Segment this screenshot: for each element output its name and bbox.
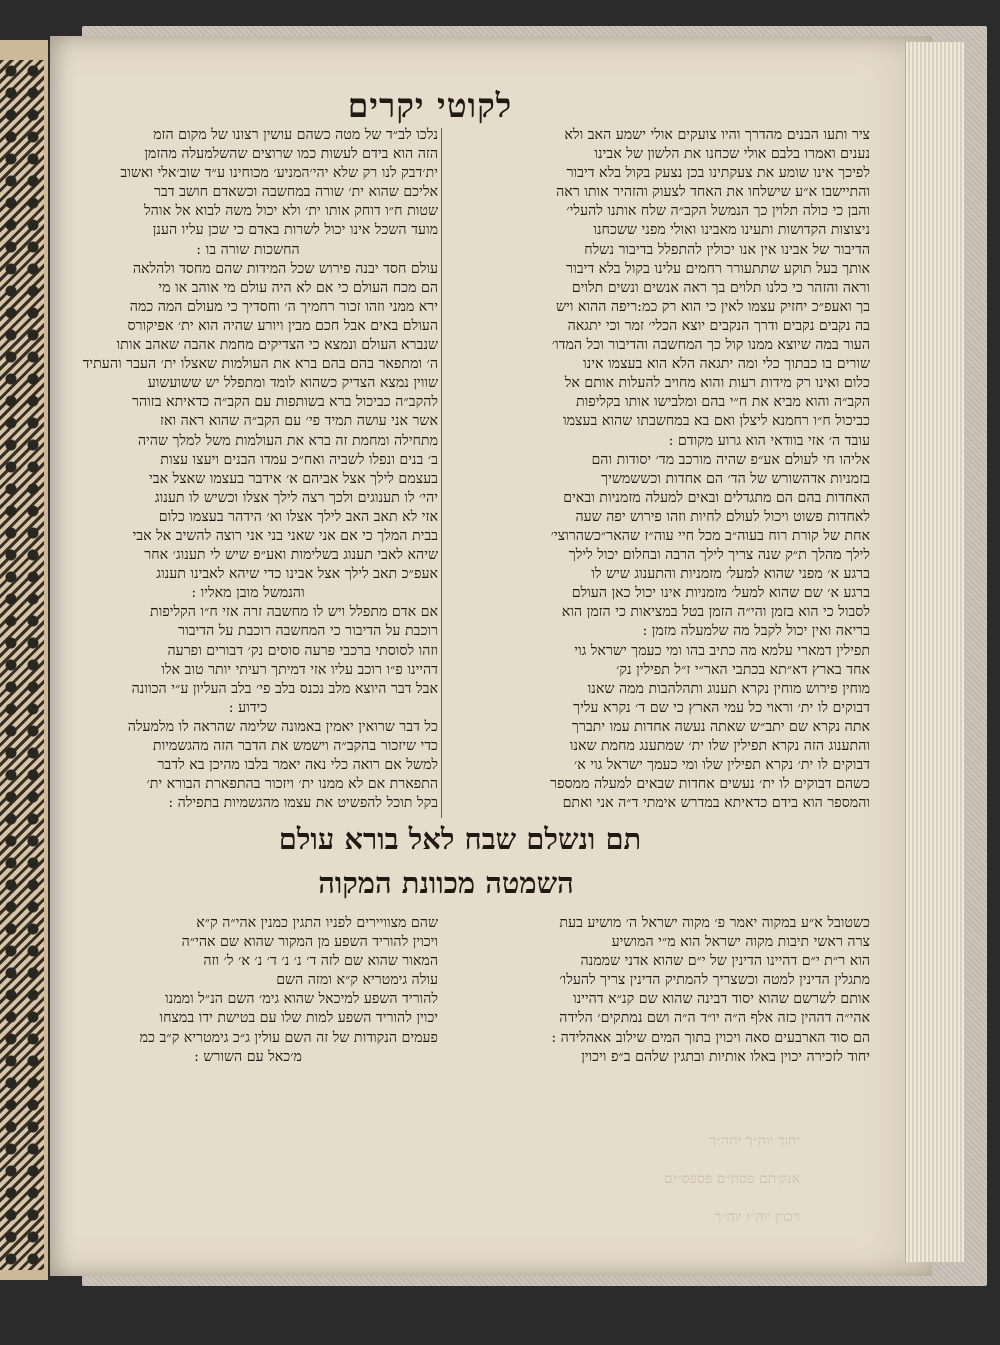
text-line: אותם לשרשם שהוא יסוד דבינה שהוא שם קנ״א דהיינו [572, 991, 870, 1008]
text-line: עולם חסד יבנה פירוש שכל המידות שהם מחסד ולהלאה [132, 260, 438, 277]
right-column-bottom-lines [446, 914, 870, 1067]
left-column-top-lines [58, 126, 438, 813]
text-line: המאור שהוא שם לזה ד׳ נ׳ נ׳ ד׳ נ׳ א׳ ל׳ וזה [203, 953, 438, 970]
text-line: דבוקים לו ית׳ וראוי כל עמי הארץ כי שם ד׳ נקרא עליך [573, 699, 870, 716]
text-line: פעמים הנקודות של זה השם עולין ג״כ גימטריא ק״ב כמ [139, 1029, 438, 1046]
text-line: העולם באים אבל חכם מבין ויורע שהיה הוא ית׳ אפיקורס [127, 317, 438, 334]
text-line: אליכם שהוא ית׳ שורה במחשבה וכשאדם חושב דבר [153, 184, 438, 201]
text-line: אליהו חי לעולם אע״פ שהיה מורכב מד׳ יסודות והם [591, 451, 870, 468]
right-column-top-lines [446, 126, 870, 813]
text-line: הקב״ה והוא מביא את ח״י בהם ומלבישו אותו בקליפות [576, 394, 870, 411]
text-line: הדיבור של אבינו אין אנו יכולין להתפלל בדיבור נשלח [584, 241, 870, 258]
left-column-bottom [58, 914, 438, 1065]
text-line: אבל דבר היוצא מלב נכנס בלב פי׳ בלב העליון ע״י הכוונה [131, 680, 438, 697]
text-line: יהי׳ לו תענוגים ולכך רצה לילך אצלו וכשיש לו תענוג [154, 489, 438, 506]
text-line: ויכוין יוה״ו יוה״ך [714, 1209, 800, 1225]
text-line: אחד בארץ דא״תא בכתבי האר״י ז״ל תפילין נק׳ [616, 661, 870, 678]
text-line: בבית המלך כי אם אני שאני בני אני רוצה להשיב אל אבי [132, 527, 438, 544]
text-line: אתה נקרא שם יתב״ש שאתה נעשה אחדות עמו יתברך [571, 718, 870, 735]
right-column-bottom [446, 914, 870, 1064]
text-line: שהם מצוויירים לפניו התגין כמנין אהי״ה ק״א [196, 915, 438, 931]
text-line: ה׳ ומתפאר בהם בהם ברא את העולמות שאצלו ית׳ העבר והעתיד [82, 356, 438, 373]
text-line: להוריד השפע למיכאל שהוא גימ׳ השם הנ״ל וממנו [164, 991, 438, 1008]
text-line: העור במה שיוצא ממנו קול כך המחשבה והדיבור וכל המדו׳ [551, 337, 870, 354]
column-divider [441, 128, 442, 818]
text-line: בה נקבים נקבים ודרך הנקבים יוצא הכלי׳ זמר וכי יתגאה [567, 317, 870, 334]
text-line: נלכו לב״ד של מטה כשהם עושין רצונו של מקום הזמ [153, 127, 438, 143]
text-line: בקל תוכל להפשיט את עצמו מהגשמיות בתפילה : [168, 795, 438, 812]
text-line: כל דבר שרואין יאמין באמונה שלימה שהראה לו מלמעלה [127, 718, 438, 735]
text-line: בך ואעפ״כ יחזיק עצמו לאין כי הוא רק כמ:ריפה ההוא ויש [556, 298, 870, 315]
text-line: הוא ר״ת י״ם דהיינו הדינין של י״ם שהוא אדני שממנה [580, 953, 870, 970]
text-line: כביכול ח״ו רחמנא ליצלן ואם בא במחשבתו שהוא בעצמו [563, 413, 870, 430]
text-line: בזמניות אדהשורש של הד׳ הם אחדות וכששמשיך [601, 470, 870, 487]
text-line: צרה ראשי תיבות מקוה ישראל הוא מ״י המושיע [611, 934, 870, 951]
page-stack-edge [905, 42, 964, 1262]
text-line: כידוע : [228, 699, 268, 716]
text-line: מ׳כאל עם השורש : [194, 1048, 302, 1065]
text-line: ויכוין להוריד השפע מן המקור שהוא שם אהי״ה [181, 934, 438, 951]
text-line: אשר אני עושה תמיד פי׳ עם הקב״ה שהוא ראה ואז [160, 413, 438, 430]
text-line: הם סוד הארבעים סאה ויכוין בתוך המים שילוב אאהלידה : [551, 1029, 870, 1046]
left-column-top [58, 126, 438, 816]
text-line: שורים בו כבתוך כלי ומה יתגאה הלא הוא בעצמו אינו [583, 356, 870, 373]
text-line: ברגע א׳ שם שהוא למעל׳ מזמניות אינו יכול כאן העולם [571, 585, 870, 602]
text-line: נענים ואמרו בלבם אולי שכחנו את הלשון של אבינו [594, 146, 870, 163]
text-line: ב׳ בנים ונפלו לשביה ואח״כ עמדו הבנים ויעצו עצות [160, 451, 438, 468]
text-line: יחוד לזכירה יכוין באלו אותיות ובתגין שלהם ב״פ ויכוין [581, 1048, 870, 1065]
text-line: הזה הוא בידם לעשות כמו שרוצים שהשלמעלה מהזמן [144, 146, 438, 163]
text-line: והבן כי כולה תלוין כך הנמשל הקב״ה שלח אותנו להעלי׳ [566, 203, 870, 220]
text-line: עולה גימטריא ק״א ומזה השם [276, 972, 438, 989]
text-line: שנברא העולם ונמצא כי הצדיקים מחמת אהבה שאהב אותו [116, 337, 438, 354]
text-line: אם אדם מתפלל ויש לו מחשבה זרה אזי ח״ו הקליפות [150, 604, 438, 621]
text-line: אחת של קורת רוח בעוה״ב מכל חיי עוה״ז שהאר״כשהרוצי׳ [550, 527, 870, 544]
text-line: והתענוג הזה נקרא תפילין שלו ית׳ שמתענג מחמת שאנו [569, 738, 870, 754]
text-line: מועד השכל אינו יכול לשרות באדם כי שכן עליו הענן [152, 222, 438, 239]
text-line: כשטובל א״ע במקוה יאמר פ׳ מקוה ישראל ה׳ מושיע בעת [559, 915, 870, 931]
text-line: מוחין פירוש מוחין נקרא תענוג ותהלהבות ממה שאנו [587, 680, 870, 697]
text-line: ציר ותעו הבנים מהדרך והיו צועקים אולי ישמע האב ולא [564, 127, 870, 143]
page-title: לקוטי יקרים [347, 86, 513, 125]
text-line: אזי לא תאב האב לילך אצלו וא׳ הידהר בעצמו כלום [158, 508, 438, 525]
text-line: לפיכך אינו שומע את צעקתינו בכן נצעק בקול בלא דיבור [566, 165, 870, 182]
text-line: יכוין להוריד השפע למות שלו עם בטישת ידו במצחו [159, 1010, 438, 1027]
text-line: דהיינו פ״ו רוכב עליו אזי דמיתך רעיתי יותר טוב אלו [161, 661, 438, 678]
bleed-through-text [360, 1115, 800, 1265]
text-line: והמספר הוא בידם כדאיתא במדרש אימתי ד״ה אני ואתם [562, 795, 870, 812]
text-line: מתגלין הדינין למטה וכשצריך להמתיק הדינין צריך להעלו׳ [559, 972, 870, 989]
text-line: התפארת אם לא ממנו ית׳ ויזכור בהתפארת הבורא ית׳ [146, 776, 438, 793]
bleed-through-lines [360, 1129, 800, 1229]
text-line: הם מכח העולם כי אם לא היה עולם מי אוהב או מי [158, 279, 438, 296]
text-line: החשכות שורה בו : [196, 241, 300, 258]
text-line: אנק׳תם פסת״ם פספס״ים [663, 1171, 800, 1187]
text-line: כלום ואינו רק מידות רעות והוא מחויב להעלות אותם אל [564, 375, 870, 392]
closing-banner: תם ונשלם שבח לאל בורא עולם [278, 822, 642, 856]
text-line: בריאה ואין יכול לקבל מה שלמעלה מזמן : [642, 623, 870, 640]
text-line: ברגע א׳ מפני שהוא למעל׳ מזמניות והתענוג שיש לו [591, 566, 870, 583]
text-line: אעפ״כ תאב לילך אצל אבינו כדי שיהא לאבינו תענוג [156, 566, 438, 583]
text-line: האחדות בהם הם מתגדלים ובאים למעלה מזמניות ובאים [563, 489, 870, 506]
text-line: לאחדות פשוט ויכול לעולם לחיות וזהו פירוש יפה שעה [575, 508, 870, 525]
text-line: והתיישבו א״ע שישלחו את האחד לצעוק והזהיר אותו ראה [556, 184, 870, 201]
text-line: אהי״ה דההין כזה אלף ה״ה יו״ד ה״ה ושם נמתקים׳ הלידה [559, 1010, 870, 1027]
text-line: כשהם דבוקים לו ית׳ נעשים אחדות שבאים למעלה ממספר [550, 776, 870, 793]
text-line: אותך בעל תוקע שתתעורר רחמים עלינו בקול בלא דיבור [566, 260, 870, 277]
text-line: עובד ה׳ אזי בוודאי הוא גרוע מקודם : [668, 432, 870, 449]
text-line: ית׳דבק לנו רק שלא יהי׳המניע׳ מכוחינו ע״ד שוב׳אלי ואשוב [120, 165, 438, 182]
text-line: לילך מהלך ת״ק שנה צריך לילך הרבה ובחלום יכול לילך [568, 547, 870, 564]
text-line: יחוד יוה״ך יחה״ך [709, 1133, 800, 1149]
right-column-top [446, 126, 870, 846]
text-line: ירא ממני וזהו זכור רחמיך ה׳ וחסדיך כי מעולם המה כמה [129, 298, 438, 315]
text-line: למשל אם רואה כלי נאה יאמר בלבו מהיכן בא לדבר [157, 757, 438, 774]
text-line: וזהו לסוסתי ברכבי פרעה סוסים נק׳ דבורים ופרעה [167, 642, 438, 659]
text-line: שיהא לאבי תענוג בשלימות ואע״פ שיש לי תענוג׳ אחר [144, 547, 438, 564]
ornamental-border [0, 60, 44, 1270]
text-line: מתחילה ומחמת זה ברא את העולמות משל למלך שהיה [137, 432, 438, 449]
text-line: לסבול כי הוא בזמן והי״ה הזמן בטל במציאות כי הזמן הוא [561, 604, 870, 621]
text-line: בעצמם לילך אצל אביהם א׳ אידבר בעצמו שאצל אבי [149, 470, 438, 487]
text-line: דבוקים לו ית׳ נקרא תפילין שלו ומי כעמך ישראל גוי א׳ [573, 757, 870, 774]
left-column-bottom-lines [58, 914, 438, 1067]
text-line: וראה והזהר כי כלנו תלוים בך ראה אנשים ונשים תלוים [571, 279, 870, 296]
section-heading: השמטה מכוונת המקוה [318, 866, 574, 900]
text-line: רוכבת על הדיבור כי המחשבה רוכבת על הדיבור [178, 623, 438, 640]
text-line: והנמשל מובן מאליו : [191, 585, 305, 602]
text-line: להקב״ה כביכול ברא בשותפות עם הקב״ה כדאיתא בזוהר [132, 394, 438, 411]
text-line: שווין נמצא הצדיק כשהוא לומד ומתפלל יש ששועשוע [147, 375, 438, 392]
text-line: תפילין דמארי עלמא מה כתיב בהו ומי כעמך ישראל גוי [574, 642, 870, 659]
text-line: כדי שיזכור בהקב״ה וישמש את הדבר הזה מהגשמיות [152, 738, 438, 754]
text-line: שטות ח״ו דוחק אותו ית׳ ולא יכול משה לבוא אל אוהל [144, 203, 438, 220]
text-line: ניצוצות הקדושות ותעינו מאבינו ואולי מפני ששכחנו [593, 222, 870, 239]
